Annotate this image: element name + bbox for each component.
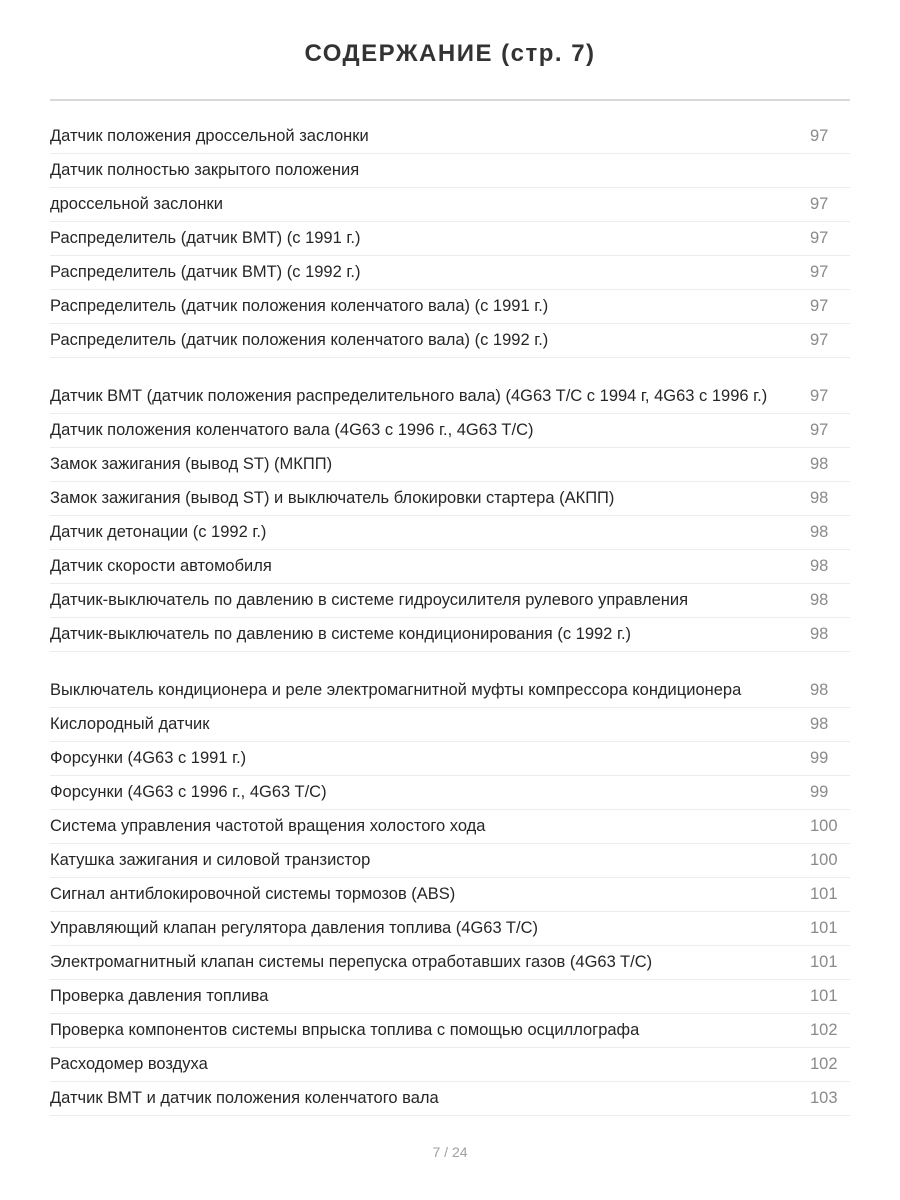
toc-entry [50,482,850,516]
toc-entry-title: Замок зажигания (вывод ST) (МКПП) [50,455,333,473]
toc-entry-title: Распределитель (датчик ВМТ) (с 1991 г.) [50,229,361,247]
toc-entry-title: Сигнал антиблокировочной системы тормозов (ABS) [50,885,456,903]
toc-entry [50,946,850,980]
toc-entry-title: Датчик положения коленчатого вала (4G63 с 1996 г., 4G63 T/C) [50,421,534,439]
toc-entry-page: 101 [810,919,838,937]
toc-entry-title: Электромагнитный клапан системы перепуска отработавших газов (4G63 T/C) [50,953,653,971]
toc-entry [50,154,850,188]
toc-entry-page: 98 [810,523,829,541]
toc-entry-title: Управляющий клапан регулятора давления топлива (4G63 T/C) [50,919,538,937]
toc-entry-title: Кислородный датчик [50,715,210,733]
toc-entry-page: 98 [810,557,829,575]
toc-entry [50,776,850,810]
toc-entry-page: 97 [810,229,829,247]
toc-entry-page: 97 [810,297,829,315]
toc-entry [50,708,850,742]
toc-entry-page: 97 [810,127,829,145]
toc-entry [50,324,850,358]
toc-entry-page: 103 [810,1089,838,1107]
toc-entry-page: 98 [810,715,829,733]
toc-entry-title: Датчик-выключатель по давлению в системе гидроусилителя рулевого управления [50,591,689,609]
toc-entry [50,1014,850,1048]
toc-entry-title: Датчик скорости автомобиля [50,557,272,575]
toc-entry-title: Датчик ВМТ (датчик положения распределительного вала) (4G63 T/C с 1994 г, 4G63 с 1996 г.) [50,387,768,405]
toc-entry [50,358,850,414]
toc-entry-page: 101 [810,987,838,1005]
toc-entry-page: 100 [810,851,838,869]
page-title: СОДЕРЖАНИЕ (стр. 7) [304,40,596,67]
toc-entry [50,290,850,324]
toc-entry-page: 101 [810,953,838,971]
toc-entry [50,120,850,154]
toc-entry-title: Датчик детонации (с 1992 г.) [50,523,267,541]
toc-entry-title: Датчик ВМТ и датчик положения коленчатого вала [50,1089,439,1107]
toc-entry-page: 101 [810,885,838,903]
toc-entry-page: 97 [810,387,829,405]
toc-entry-title: Катушка зажигания и силовой транзистор [50,851,371,869]
toc-entry-page: 98 [810,681,829,699]
toc-entry-title: Замок зажигания (вывод ST) и выключатель блокировки стартера (АКПП) [50,489,615,507]
toc-entry-title: Проверка давления топлива [50,987,269,1005]
page-indicator: 7 / 24 [432,1144,468,1160]
toc-entry-page: 98 [810,625,829,643]
toc-entry [50,742,850,776]
toc-entry [50,980,850,1014]
toc-entry [50,550,850,584]
toc-entry-page: 102 [810,1021,838,1039]
toc-entry-page: 98 [810,489,829,507]
toc-entry [50,878,850,912]
toc-entry-title: Выключатель кондиционера и реле электромагнитной муфты компрессора кондиционера [50,681,742,699]
toc-entry [50,652,850,708]
toc-entry-page: 97 [810,421,829,439]
toc-entry-title: Распределитель (датчик положения коленчатого вала) (с 1992 г.) [50,331,549,349]
toc-entry [50,1082,850,1116]
toc-entry [50,188,850,222]
toc-entry [50,618,850,652]
toc-entry [50,414,850,448]
toc-entry-title: Система управления частотой вращения холостого хода [50,817,486,835]
toc-entry-page: 97 [810,195,829,213]
toc-entry [50,584,850,618]
toc-entry-title: Датчик положения дроссельной заслонки [50,127,369,145]
toc-entry [50,1048,850,1082]
title-divider [50,99,850,101]
toc-entry [50,912,850,946]
toc-entry-page: 102 [810,1055,838,1073]
toc-entry [50,844,850,878]
toc-entry-title: Датчик полностью закрытого положения [50,161,360,179]
toc-entry-title: Распределитель (датчик ВМТ) (с 1992 г.) [50,263,361,281]
toc-entry-title: Распределитель (датчик положения коленчатого вала) (с 1991 г.) [50,297,549,315]
toc-list [50,120,850,1116]
toc-entry-title: Расходомер воздуха [50,1055,208,1073]
toc-entry-page: 99 [810,749,829,767]
toc-entry-title: Форсунки (4G63 с 1991 г.) [50,749,247,767]
toc-entry-title: Датчик-выключатель по давлению в системе кондиционирования (с 1992 г.) [50,625,632,643]
toc-entry [50,516,850,550]
toc-entry-page: 100 [810,817,838,835]
toc-entry-page: 97 [810,263,829,281]
toc-entry [50,256,850,290]
toc-entry-page: 97 [810,331,829,349]
toc-entry-page: 98 [810,591,829,609]
toc-entry-page: 99 [810,783,829,801]
toc-entry [50,810,850,844]
toc-entry [50,222,850,256]
toc-entry-title: Проверка компонентов системы впрыска топлива с помощью осциллографа [50,1021,640,1039]
toc-entry-title: Форсунки (4G63 с 1996 г., 4G63 T/C) [50,783,327,801]
toc-entry-title: дроссельной заслонки [50,195,223,213]
toc-entry [50,448,850,482]
toc-entry-page: 98 [810,455,829,473]
